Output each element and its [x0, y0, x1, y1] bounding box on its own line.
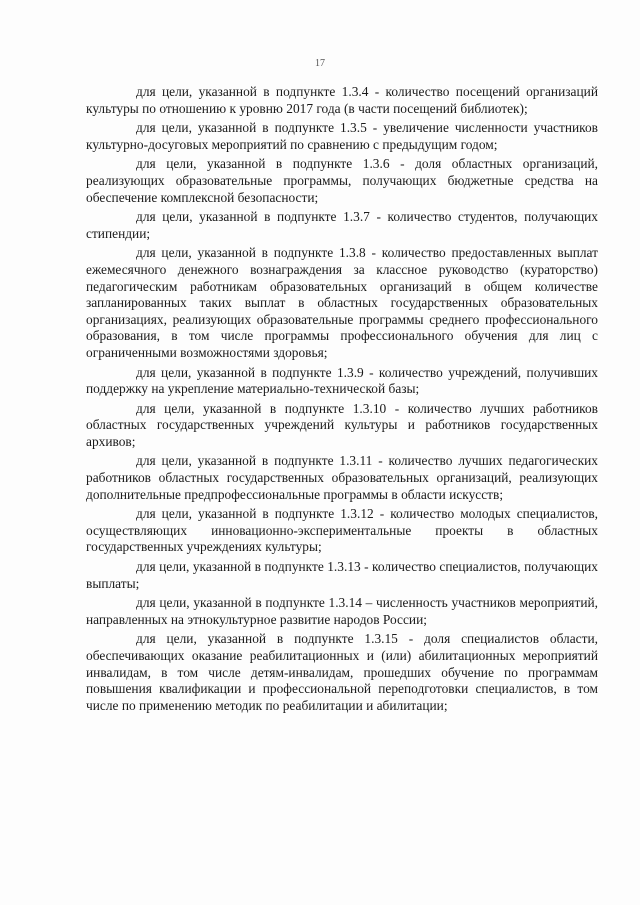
paragraph: для цели, указанной в подпункте 1.3.6 - доля областных организаций, реализующих образовательные программы, получающих бюджетные средства на обеспечение комплексной безопасности; [86, 156, 598, 205]
paragraph: для цели, указанной в подпункте 1.3.5 - увеличение численности участников культурно-досуговых мероприятий по сравнению с предыдущим годом; [86, 120, 598, 152]
paragraph: для цели, указанной в подпункте 1.3.11 - количество лучших педагогических работников областных государственных образовательных организаций, реализующих дополнительные предпрофессиональные программы в области искусств; [86, 453, 598, 502]
paragraph: для цели, указанной в подпункте 1.3.13 - количество специалистов, получающих выплаты; [86, 559, 598, 591]
paragraph: для цели, указанной в подпункте 1.3.10 - количество лучших работников областных государственных учреждений культуры и работников государственных архивов; [86, 400, 598, 449]
paragraph: для цели, указанной в подпункте 1.3.14 – численность участников мероприятий, направленных на этнокультурное развитие народов России; [86, 595, 598, 627]
paragraph: для цели, указанной в подпункте 1.3.15 - доля специалистов области, обеспечивающих оказание реабилитационных и (или) абилитационных мероприятий инвалидам, в том числе детям-инвалидам, прошедших обучение по программам повышения квалификации и профессиональной переподготовки специалистов, в том числе по применению методик по реабилитации и абилитации; [86, 631, 598, 713]
paragraph: для цели, указанной в подпункте 1.3.8 - количество предоставленных выплат ежемесячного денежного вознаграждения за классное руководство (кураторство) педагогическим работникам образовательных организаций в общем количестве запланированных таких выплат в областных государственных образовательных организациях, реализующих образовательные программы среднего профессионального образования, в том числе программы профессионального обучения для лиц с ограниченными возможностями здоровья; [86, 245, 598, 360]
document-body [86, 84, 598, 717]
paragraph: для цели, указанной в подпункте 1.3.7 - количество студентов, получающих стипендии; [86, 209, 598, 241]
page-number: 17 [315, 58, 325, 69]
paragraph: для цели, указанной в подпункте 1.3.9 - количество учреждений, получивших поддержку на укрепление материально-технической базы; [86, 364, 598, 397]
paragraph: для цели, указанной в подпункте 1.3.4 - количество посещений организаций культуры по отношению к уровню 2017 года (в части посещений библиотек); [86, 84, 598, 116]
paragraph: для цели, указанной в подпункте 1.3.12 - количество молодых специалистов, осуществляющих инновационно-экспериментальные проекты в областных государственных учреждениях культуры; [86, 506, 598, 555]
